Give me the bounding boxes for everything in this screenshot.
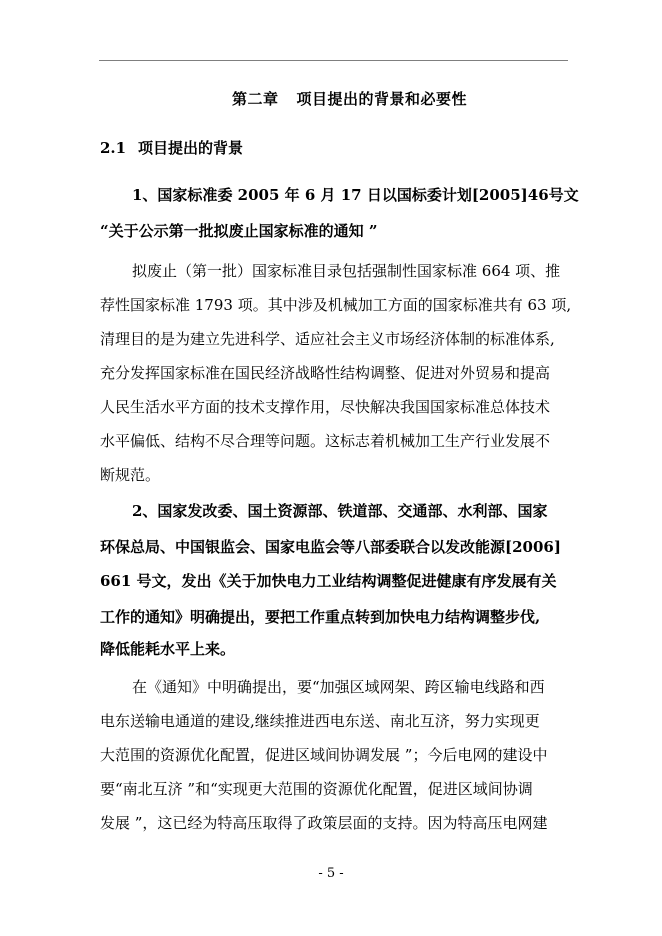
- section-title: [100, 137, 243, 158]
- item2-heading-line: 工作的通知》明确提出，要把工作重点转到加快电力结构调整步伐,: [100, 608, 541, 626]
- chapter-title: [232, 88, 467, 109]
- chapter-title-text: 项目提出的背景和必要性: [296, 90, 468, 108]
- page-number: - 5 -: [318, 866, 344, 881]
- item2-heading-line: 环保总局、中国银监会、国家电监会等八部委联合以发改能源[2006]: [100, 538, 561, 556]
- item1-body-line: 清理目的是为建立先进科学、适应社会主义市场经济体制的标准体系,: [100, 330, 555, 348]
- item1-body-line: 断规范。: [100, 466, 161, 484]
- item2-body-line: 发展 ”，这已经为特高压取得了政策层面的支持。因为特高压电网建: [100, 814, 548, 832]
- section-title-text: 项目提出的背景: [138, 139, 244, 157]
- item1-body-line: 人民生活水平方面的技术支撑作用，尽快解决我国国家标准总体技术: [100, 398, 551, 416]
- item1-body-line: 充分发挥国家标准在国民经济战略性结构调整、促进对外贸易和提高: [100, 364, 551, 382]
- item1-body-line: 水平偏低、结构不尽合理等问题。这标志着机械加工生产行业发展不: [100, 432, 551, 450]
- item1-body-line: 荐性国家标准 1793 项。其中涉及机械加工方面的国家标准共有 63 项,: [100, 296, 572, 314]
- item1-heading-line2: “关于公示第一批拟废止国家标准的通知 ”: [100, 222, 378, 240]
- item2-body-line: 要“南北互济 ”和“实现更大范围的资源优化配置，促进区域间协调: [100, 780, 533, 798]
- item2-body-line: 电东送输电通道的建设,继续推进西电东送、南北互济，努力实现更: [100, 712, 540, 730]
- item2-heading-line: 降低能耗水平上来。: [100, 640, 236, 658]
- item2-body-line: 在《通知》中明确提出，要“加强区域网架、跨区输电线路和西: [132, 678, 545, 696]
- item1-body-line: 拟废止（第一批）国家标准目录包括强制性国家标准 664 项、推: [132, 262, 561, 280]
- item2-body-line: 大范围的资源优化配置，促进区域间协调发展 ”；今后电网的建设中: [100, 746, 548, 764]
- section-number: 2.1: [100, 139, 127, 157]
- chapter-label: 第二章: [232, 90, 279, 108]
- header-rule: [99, 60, 568, 61]
- item2-heading-line: 2、国家发改委、国土资源部、铁道部、交通部、水利部、国家: [132, 502, 548, 520]
- item1-heading-line1: 1、国家标准委 2005 年 6 月 17 日以国标委计划[2005]46号文: [132, 186, 579, 204]
- item2-heading-line: 661 号文，发出《关于加快电力工业结构调整促进健康有序发展有关: [100, 572, 557, 590]
